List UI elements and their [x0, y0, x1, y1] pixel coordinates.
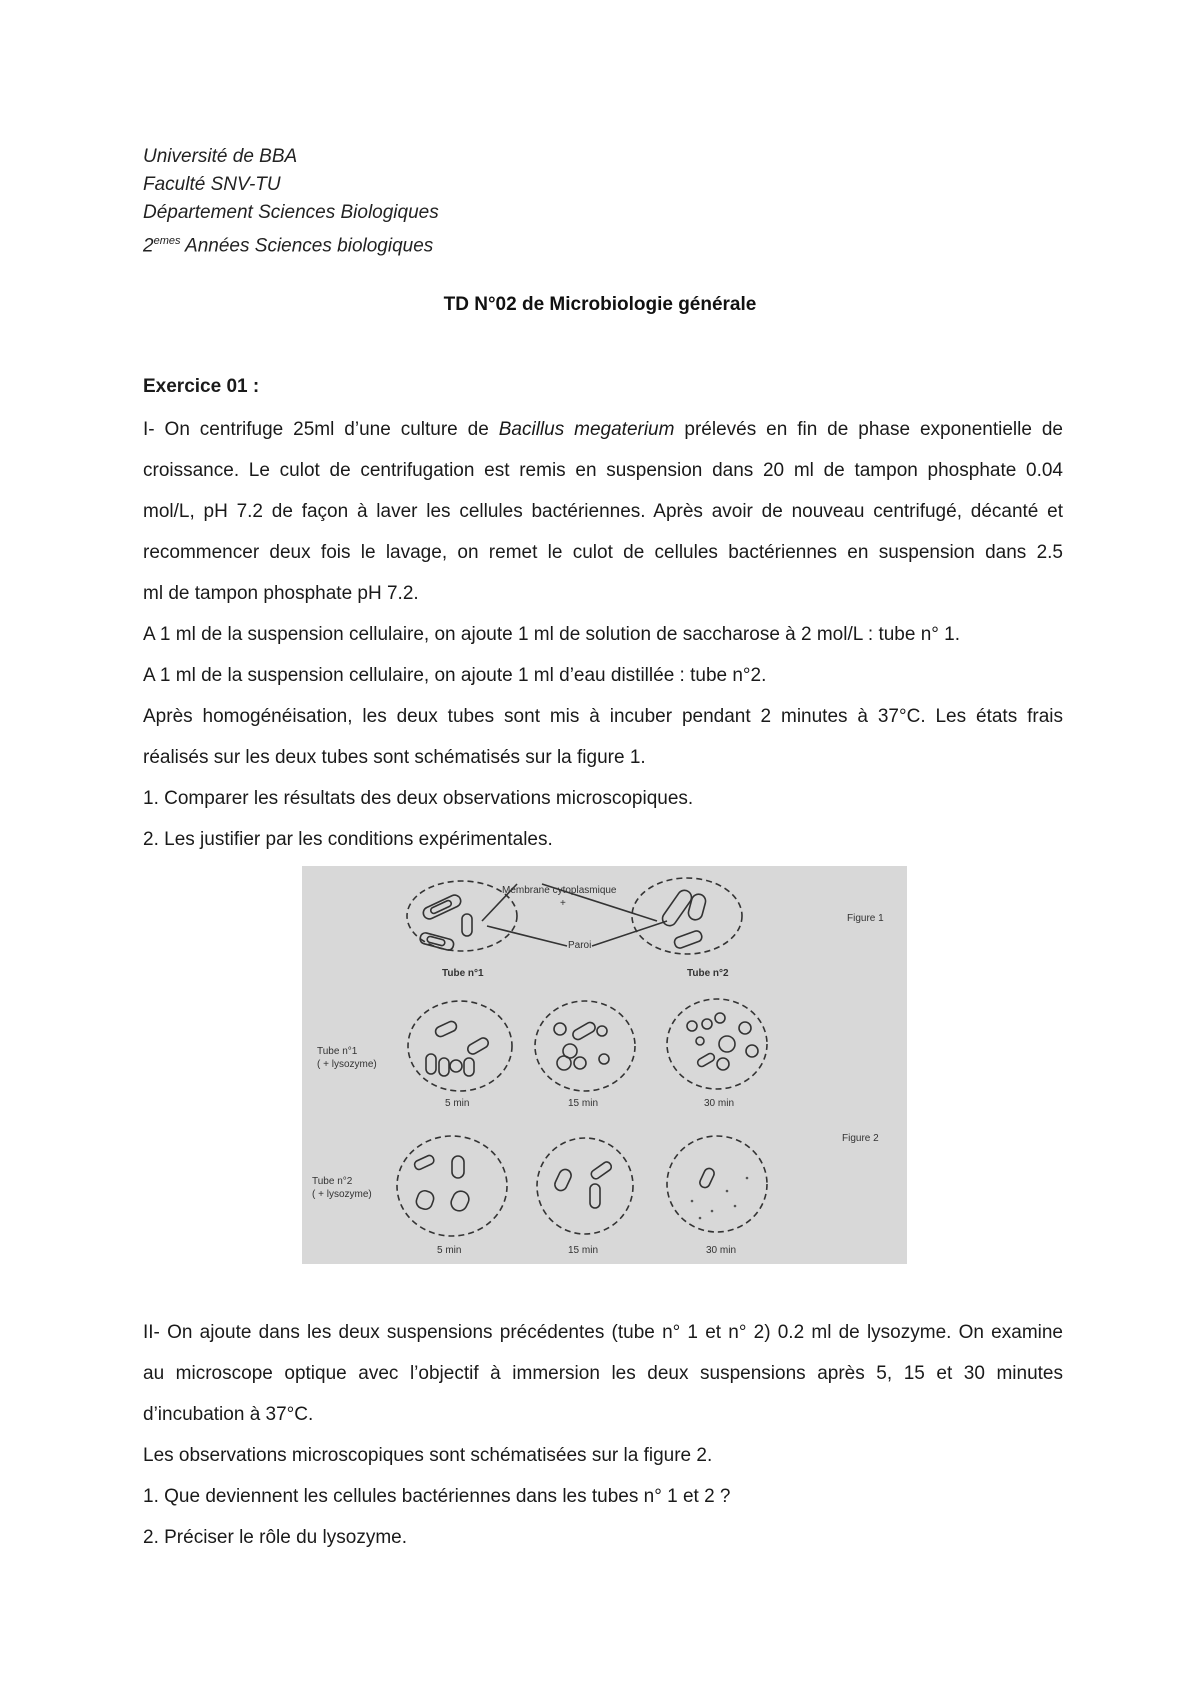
exercise-title: Exercice 01 :: [143, 376, 260, 397]
fig1-caption: Figure 1: [847, 913, 884, 924]
part1-line5: ml de tampon phosphate pH 7.2.: [143, 583, 419, 604]
fig-plus: +: [560, 898, 566, 909]
part1-line3: mol/L, pH 7.2 de façon à laver les cellules bactériennes. Après avoir de nouveau centrifugé, décanté et: [143, 501, 1063, 522]
fig2-tube2-label-l1: Tube n°2: [312, 1176, 353, 1187]
department-line: Département Sciences Biologiques: [143, 202, 439, 223]
lyso2-15min-cell-b: [590, 1160, 613, 1180]
fig2-row2-30min: 30 min: [706, 1245, 737, 1256]
faculty-line: Faculté SNV-TU: [143, 174, 281, 195]
lyso1-15min-sphere-d: [557, 1056, 571, 1070]
lyso1-15min-sphere-e: [574, 1057, 586, 1069]
lyso1-30min-cell-a: [696, 1052, 716, 1068]
part2-question1: 1. Que deviennent les cellules bactériennes dans les tubes n° 1 et 2 ?: [143, 1486, 731, 1507]
lyso1-30min-sphere-c: [715, 1013, 725, 1023]
lyso1-30min-sphere-f: [719, 1036, 735, 1052]
lyso2-5min-cell-b: [452, 1156, 464, 1178]
fig-membrane-label: Membrane cytoplasmique: [502, 885, 617, 896]
tube2-cell-c: [673, 930, 703, 950]
university-line: Université de BBA: [143, 146, 298, 167]
part1-line7: A 1 ml de la suspension cellulaire, on ajoute 1 ml d’eau distillée : tube n°2.: [143, 665, 767, 686]
lyso2-30min-field: [667, 1136, 767, 1232]
figure-microscopy: [302, 866, 907, 1264]
lyso1-5min-cell-a: [434, 1020, 458, 1038]
fig2-row2-15min: 15 min: [568, 1245, 599, 1256]
fig2-tube2-label-l2: ( + lysozyme): [312, 1189, 372, 1200]
leader-paroi-2: [592, 921, 667, 946]
part2-line2: au microscope optique avec l’objectif à immersion les deux suspensions après 5, 15 et 30 minutes: [143, 1363, 1063, 1384]
part1-question2: 2. Les justifier par les conditions expérimentales.: [143, 829, 553, 850]
lyso1-30min-field: [667, 999, 767, 1089]
part1-line4: recommencer deux fois le lavage, on remet le culot de cellules bactériennes en suspension dans 2.5: [143, 542, 1063, 563]
part1-line1-a: I- On centrifuge 25ml d’une culture de: [143, 419, 499, 440]
part1-line9: réalisés sur les deux tubes sont schématisés sur la figure 1.: [143, 747, 646, 768]
tube1-cell-c: [462, 914, 472, 936]
fig2-row1-5min: 5 min: [445, 1098, 470, 1109]
fig2-caption: Figure 2: [842, 1133, 879, 1144]
lyso2-30min-cell-a: [698, 1167, 716, 1189]
lyso1-5min-cell-d: [439, 1058, 449, 1076]
part2-line3: d’incubation à 37°C.: [143, 1404, 314, 1425]
tube2-cell-b: [687, 893, 707, 922]
part2-line1: II- On ajoute dans les deux suspensions précédentes (tube n° 1 et n° 2) 0.2 ml de lysozyme. On examine: [143, 1322, 1063, 1343]
tube2-field: [632, 878, 742, 954]
fig1-tube1-label: Tube n°1: [442, 968, 484, 979]
lyso1-5min-cell-e: [464, 1058, 474, 1076]
leader-paroi-1: [487, 926, 567, 946]
year-suffix: Années Sciences biologiques: [180, 235, 434, 257]
lyso1-5min-sphere-a: [450, 1060, 462, 1072]
fig2-row2-5min: 5 min: [437, 1245, 462, 1256]
part1-line8: Après homogénéisation, les deux tubes sont mis à incuber pendant 2 minutes à 37°C. Les états frais: [143, 706, 1063, 727]
fig2-tube1-label-l2: ( + lysozyme): [317, 1059, 377, 1070]
lyso2-5min-cell-a: [413, 1154, 435, 1171]
fig2-row1-15min: 15 min: [568, 1098, 599, 1109]
fig2-tube1-label-l1: Tube n°1: [317, 1046, 358, 1057]
part1-line1: [143, 409, 1063, 450]
lyso2-15min-cell-c: [590, 1184, 600, 1208]
species-name: Bacillus megaterium: [498, 419, 675, 440]
lyso1-15min-sphere-f: [599, 1054, 609, 1064]
lyso1-30min-sphere-e: [696, 1037, 704, 1045]
lyso2-5min-field: [397, 1136, 507, 1236]
part1-line2: croissance. Le culot de centrifugation est remis en suspension dans 20 ml de tampon phosphate 0.04: [143, 460, 1063, 481]
tube1-cell-a: [421, 893, 462, 921]
lyso1-15min-field: [535, 1001, 635, 1091]
exercise-part1: [143, 409, 1063, 860]
year-line: [143, 227, 439, 260]
page-title: TD N°02 de Microbiologie générale: [443, 294, 757, 315]
lyso1-5min-field: [408, 1001, 512, 1091]
part1-line6: A 1 ml de la suspension cellulaire, on ajoute 1 ml de solution de saccharose à 2 mol/L : tube n° 1.: [143, 624, 960, 645]
part2-question2: 2. Préciser le rôle du lysozyme.: [143, 1527, 407, 1548]
lyso1-15min-sphere-a: [554, 1023, 566, 1035]
lyso1-5min-cell-c: [426, 1054, 436, 1074]
lyso1-30min-sphere-h: [717, 1058, 729, 1070]
lyso2-15min-cell-a: [553, 1167, 573, 1192]
figure-svg: [302, 866, 907, 1264]
lyso2-5min-cell-c: [414, 1189, 435, 1211]
fig1-tube2-label: Tube n°2: [687, 968, 729, 979]
part2-line4: Les observations microscopiques sont schématisées sur la figure 2.: [143, 1445, 713, 1466]
part1-line1-b: prélevés en fin de phase exponentielle de: [674, 419, 1063, 440]
year-prefix: 2: [143, 235, 154, 257]
lyso1-5min-cell-b: [466, 1036, 490, 1056]
lyso1-15min-sphere-b: [597, 1026, 607, 1036]
fig-paroi-label: Paroi: [568, 940, 592, 951]
lyso1-15min-cell-a: [571, 1021, 597, 1042]
fig2-row1-30min: 30 min: [704, 1098, 735, 1109]
lyso2-15min-field: [537, 1138, 633, 1234]
exercise-part2: [143, 1312, 1063, 1558]
lyso1-30min-sphere-g: [746, 1045, 758, 1057]
lyso1-30min-sphere-a: [687, 1021, 697, 1031]
lyso1-30min-sphere-b: [702, 1019, 712, 1029]
header-block: [143, 143, 439, 260]
lyso2-5min-cell-d: [449, 1189, 472, 1214]
part1-question1: 1. Comparer les résultats des deux observations microscopiques.: [143, 788, 694, 809]
lyso1-30min-sphere-d: [739, 1022, 751, 1034]
tube1-protoplast-a: [430, 900, 452, 915]
year-superscript: emes: [153, 235, 181, 247]
